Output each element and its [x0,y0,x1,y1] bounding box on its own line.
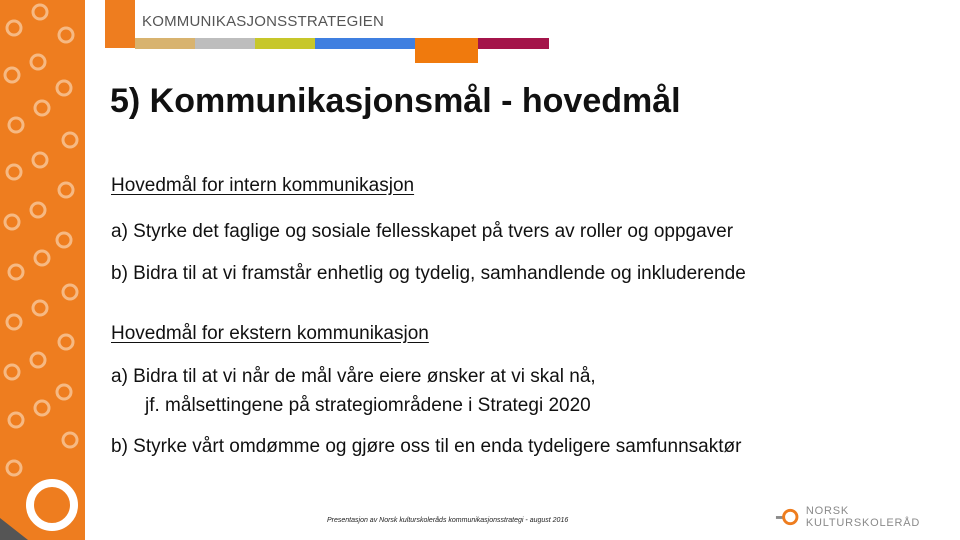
decorative-sidebar [0,0,85,540]
sidebar-divider [85,0,86,540]
circle-logo-icon [775,507,800,527]
footer-caption: Presentasjon av Norsk kulturskoleråds kommunikasjonsstrategi - august 2016 [327,517,569,524]
color-stripe [478,38,549,49]
organization-logo [775,505,960,529]
list-item-continuation: jf. målsettingene på strategiområdene i Strategi 2020 [145,395,591,416]
section-heading-intern: Hovedmål for intern kommunikasjon [111,175,415,196]
sidebar-pattern [0,0,85,540]
color-stripe [135,38,195,49]
section-heading-ekstern: Hovedmål for ekstern kommunikasjon [111,323,429,344]
color-stripe [195,38,255,49]
color-stripe [255,38,315,49]
slide-title: 5) Kommunikasjonsmål - hovedmål [110,82,681,120]
section-label: KOMMUNIKASJONSSTRATEGIEN [142,13,385,30]
logo-text: NORSK KULTURSKOLERÅD [805,505,921,529]
list-item: b) Styrke vårt omdømme og gjøre oss til en enda tydeligere samfunnsaktør [111,436,742,457]
list-item: a) Styrke det faglige og sosiale fellesskapet på tvers av roller og oppgaver [111,221,734,242]
list-item: a) Bidra til at vi når de mål våre eiere ønsker at vi skal nå, [111,366,596,387]
color-stripe [415,38,478,63]
header-accent-block [105,0,135,48]
color-stripe [315,38,415,49]
list-item: b) Bidra til at vi framstår enhetlig og tydelig, samhandlende og inkluderende [111,263,746,284]
